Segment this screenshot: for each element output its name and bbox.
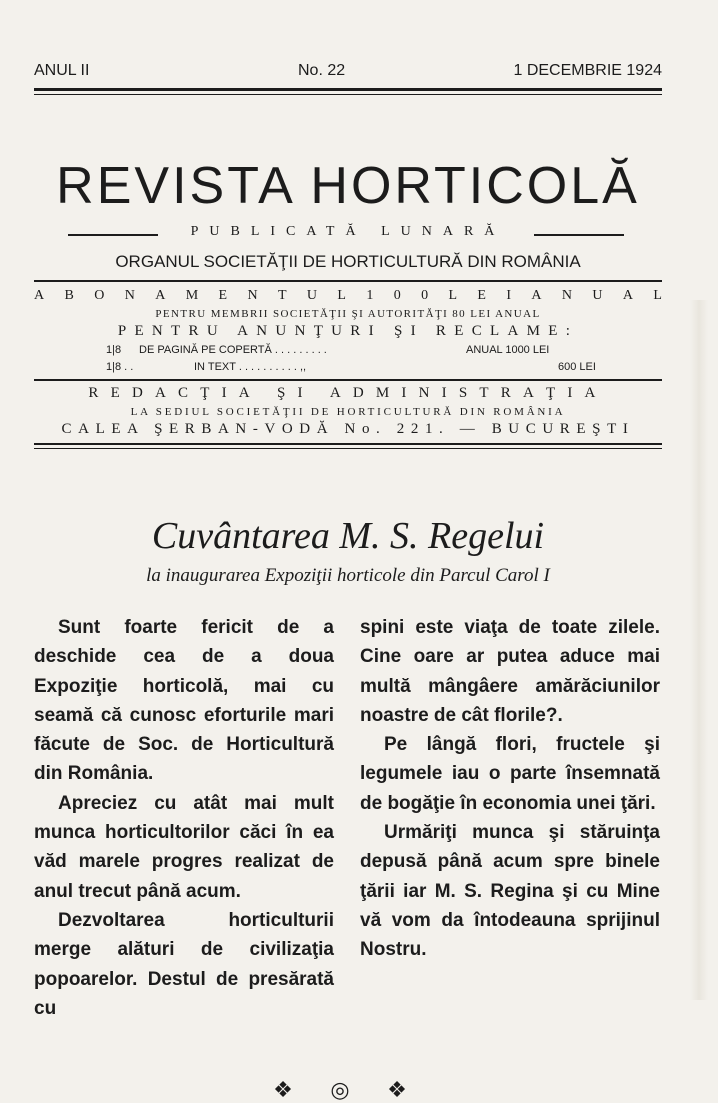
office-rule (34, 379, 662, 381)
price-value-2: 600 LEI (558, 361, 596, 373)
masthead-title: REVISTA HORTICOLĂ (56, 157, 640, 215)
paragraph: Urmăriţi munca şi stăruinţa depusă până acum spre binele ţării iar M. S. Regina şi cu Mine vă vom da întodeauna sprijinul Nostru. (360, 822, 660, 961)
subscription-line-2: PENTRU MEMBRII SOCIETĂŢII ŞI AUTORITĂŢI 80 LEI ANUAL (155, 308, 541, 320)
organ-line: ORGANUL SOCIETĂŢII DE HORTICULTURĂ DIN ROMÂNIA (115, 252, 581, 271)
price-place-2: IN TEXT . . . . . . . . . . ,, (194, 361, 307, 373)
office-line-2: LA SEDIUL SOCIETĂŢII DE HORTICULTURĂ DIN ROMÂNIA (130, 406, 566, 418)
paragraph: Apreciez cu atât mai mult munca horticultorilor căci în ea văd marele progres realizat de anul trecut până acum. (34, 792, 334, 902)
subscription-line-3: PENTRU ANUNŢURI ŞI RECLAME: (117, 323, 579, 339)
office-line-1: REDACŢIA ŞI ADMINISTRAŢIA (88, 385, 608, 401)
price-size-1: 1|8 (106, 344, 122, 356)
price-place-1: DE PAGINĂ PE COPERTĂ . . . . . . . . . (139, 344, 327, 356)
issue-number: No. 22 (298, 62, 346, 79)
article-subtitle: la inaugurarea Expoziţii horticole din Parcul Carol I (146, 565, 550, 586)
article-title: Cuvântarea M. S. Regelui (151, 515, 545, 557)
masthead-subtitle: PUBLICATĂ LUNARĂ (190, 224, 506, 239)
organ-rule (34, 280, 662, 282)
price-size-2: 1|8 . . (106, 361, 134, 373)
article-right-column (360, 613, 660, 965)
office-line-3: CALEA ŞERBAN-VODĂ No. 221. — BUCUREŞTI (61, 421, 635, 437)
paragraph: Dezvoltarea horticulturii merge alături de civilizaţia popoarelor. Destul de presărată cu (34, 909, 334, 1019)
subscription-line-1: A B O N A M E N T U L 1 0 0 L E I A N U A L (34, 288, 662, 303)
issue-header (34, 62, 662, 84)
issue-date: 1 DECEMBRIE 1924 (513, 62, 662, 79)
office-bottom-rule (34, 443, 662, 445)
article-left-column (34, 613, 334, 1023)
header-rule-thin (34, 94, 662, 95)
header-rule (34, 88, 662, 91)
page-edge-shadow (690, 300, 708, 1000)
office-bottom-rule-thin (34, 448, 662, 449)
paragraph: Sunt foarte fericit de a deschide cea de a doua Expoziţie horticolă, mai cu seamă că cunosc eforturile mari făcute de Soc. de Horticultură din România. (34, 617, 334, 785)
volume-label: ANUL II (34, 62, 90, 79)
magazine-page (34, 52, 662, 1102)
paragraph: Pe lângă flori, fructele şi legumele iau o parte însemnată de bogăţie în economia unei ţări. (360, 734, 660, 814)
price-value-1: ANUAL 1000 LEI (466, 344, 550, 356)
ornament-divider: ❖ ◎ ❖ (273, 1077, 423, 1102)
masthead-subtitle-row (34, 224, 662, 246)
paragraph: spini este viaţa de toate zilele. Cine oare ar putea aduce mai multă mângâere amărăciunilor noastre de cât florile?. (360, 617, 660, 726)
